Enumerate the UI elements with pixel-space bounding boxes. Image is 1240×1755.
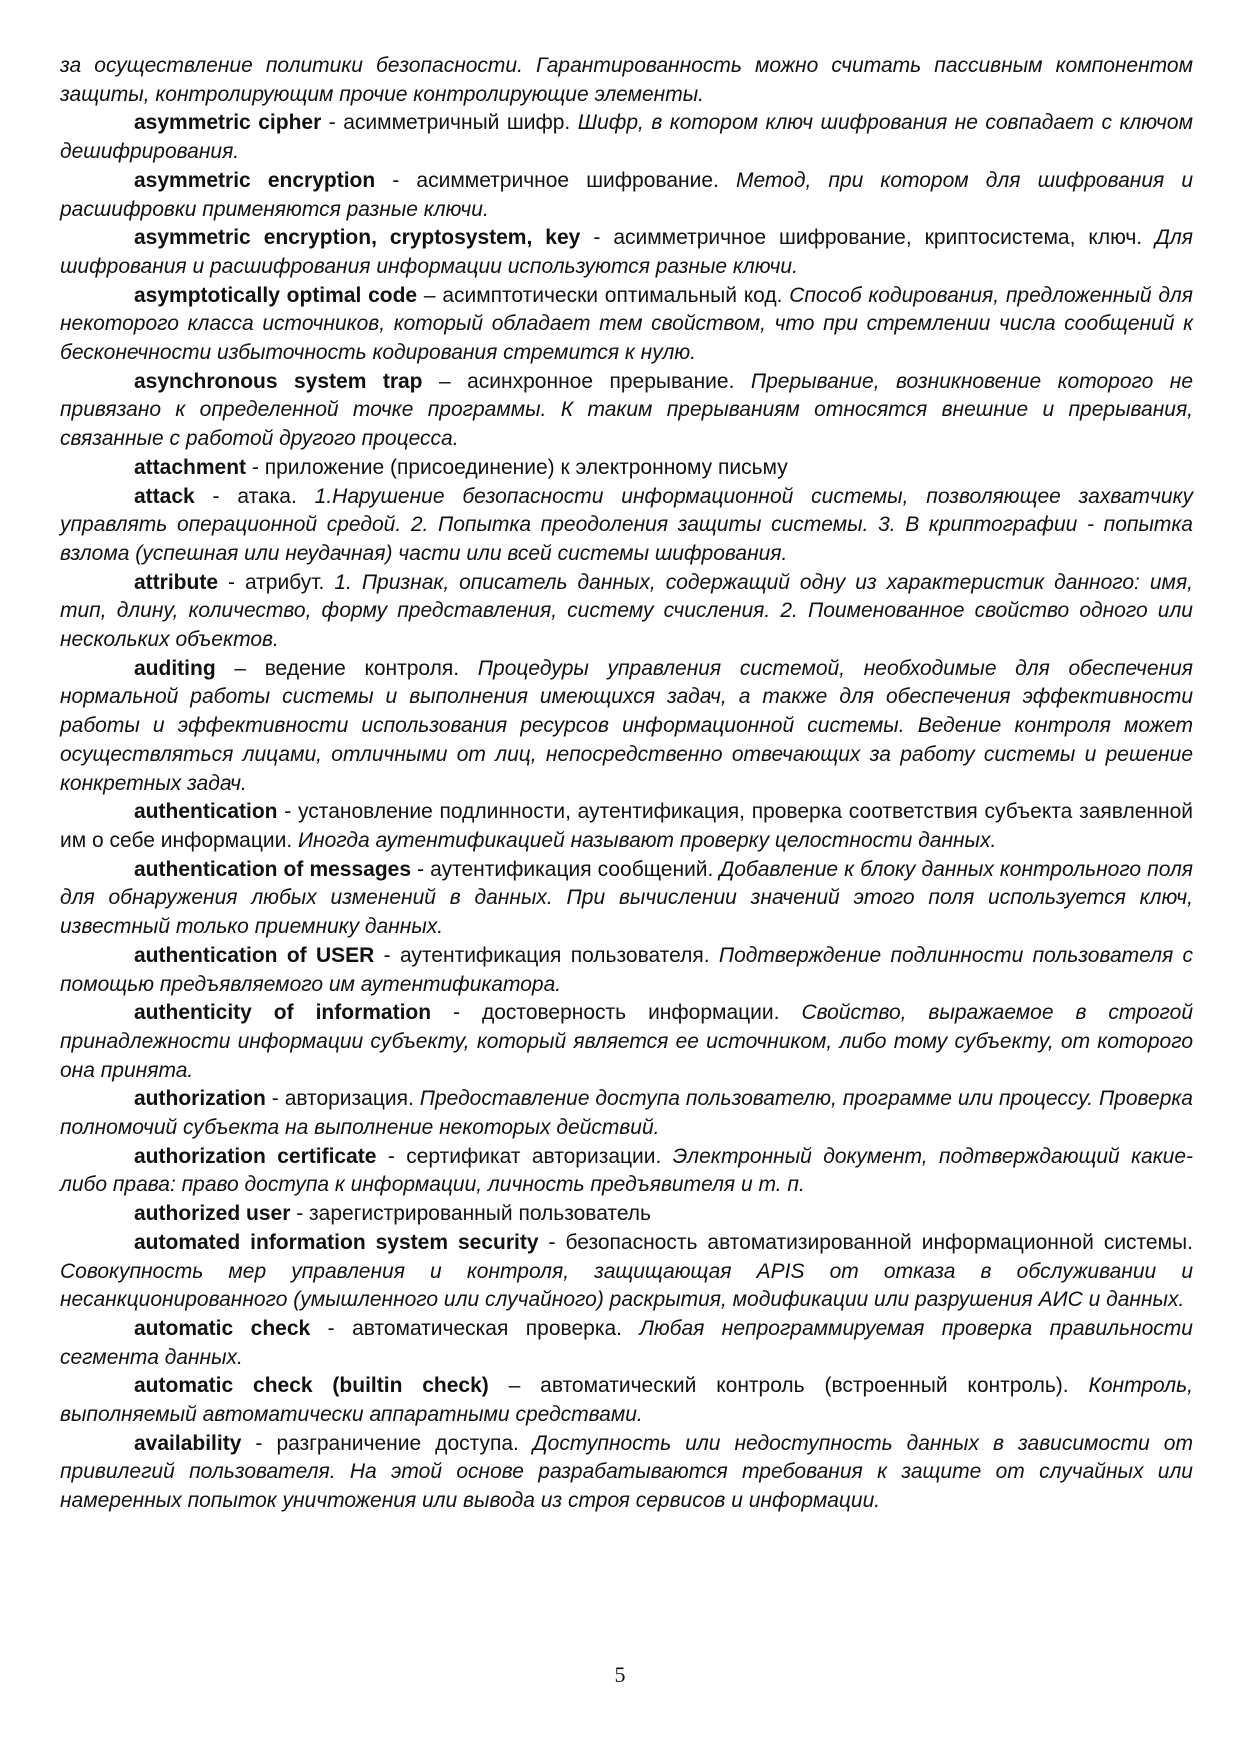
entry-definition: 1.Нарушение безопасности информационной системы, позволяющее захватчику управлять операционной средой. 2. Попытка преодоления защиты системы. 3. В криптографии - попытка взлома (успешная или неудачная) части или всей системы шифрования. [60, 484, 1193, 565]
glossary-entry [60, 1372, 1193, 1429]
entry-term: authorization certificate [134, 1144, 377, 1168]
entry-translation: атрибут. [244, 570, 335, 594]
entry-term: automatic check (builtin check) [134, 1374, 489, 1398]
glossary-entry [60, 999, 1193, 1085]
entry-separator: - [194, 484, 238, 508]
entry-translation: асимметричное шифрование, криптосистема, ключ. [613, 226, 1156, 250]
glossary-entries [60, 109, 1193, 1515]
entry-separator: - [265, 1087, 285, 1111]
entry-separator: - [321, 111, 344, 135]
entry-definition: Любая непрограммируемая проверка правильности сегмента данных. [60, 1316, 1193, 1369]
glossary-entry [60, 1200, 1193, 1229]
entry-translation: приложение (присоединение) к электронному письму [264, 455, 788, 479]
glossary-entry [60, 1430, 1193, 1516]
entry-term: asymmetric encryption, cryptosystem, key [134, 226, 581, 250]
entry-definition: Шифр, в котором ключ шифрования не совпадает с ключом дешифрирования. [60, 111, 1194, 164]
entry-term: asymmetric cipher [134, 111, 322, 135]
glossary-entry [60, 942, 1193, 999]
entry-separator: - [411, 857, 431, 881]
entry-separator: - [290, 1202, 310, 1226]
entry-translation: асимптотически оптимальный код. [442, 283, 790, 307]
entry-translation: ведение контроля. [264, 656, 478, 680]
entry-term: availability [134, 1431, 242, 1455]
glossary-entry [60, 1229, 1193, 1315]
entry-definition: Иногда аутентификацией называют проверку целостности данных. [298, 828, 997, 852]
entry-separator: - [218, 570, 245, 594]
glossary-entry [60, 1143, 1193, 1200]
entry-translation: асинхронное прерывание. [467, 369, 751, 393]
glossary-entry [60, 1315, 1193, 1372]
entry-translation: автоматическая проверка. [352, 1316, 640, 1340]
entry-translation: атака. [237, 484, 315, 508]
entry-term: asymmetric encryption [134, 168, 376, 192]
entry-translation: сертификат авторизации. [406, 1144, 673, 1168]
glossary-entry [60, 1085, 1193, 1142]
entry-separator: - [376, 1144, 407, 1168]
entry-term: authenticity of information [134, 1001, 432, 1025]
page-number: 5 [614, 1662, 626, 1687]
entry-translation: асимметричный шифр. [343, 111, 578, 135]
glossary-entry [60, 109, 1193, 166]
entry-definition: Электронный документ, подтверждающий какие-либо права: право доступа к информации, личность предъявителя и т. п. [60, 1144, 1193, 1197]
entry-separator: – [488, 1374, 541, 1398]
glossary-entry [60, 224, 1193, 281]
entry-term: attribute [134, 570, 218, 594]
entry-translation: аутентификация сообщений. [430, 857, 720, 881]
entry-term: attachment [134, 455, 247, 479]
glossary-page [60, 52, 1193, 1516]
entry-term: authorization [134, 1087, 266, 1111]
entry-definition: Свойство, выражаемое в строгой принадлежности информации субъекту, который является ее источником, либо тому субъекту, от которого она принята. [60, 1001, 1193, 1082]
glossary-entry [60, 569, 1193, 655]
glossary-entry [60, 655, 1193, 799]
entry-definition: Контроль, выполняемый автоматически аппаратными средствами. [60, 1374, 1193, 1427]
entry-definition: Подтверждение подлинности пользователя с помощью предъявляемого им аутентификатора. [60, 943, 1194, 996]
entry-translation: установление подлинности, аутентификация, проверка соответствия субъекта заявленной им о себе информации. [60, 800, 1193, 852]
entry-definition: Предоставление доступа пользователю, программе или процессу. Проверка полномочий субъекта на выполнение некоторых действий. [60, 1087, 1193, 1140]
entry-translation: разграничение доступа. [276, 1431, 533, 1455]
entry-separator: - [375, 168, 417, 192]
entry-term: automated information system security [134, 1230, 539, 1254]
entry-separator: - [374, 943, 400, 967]
entry-translation: асимметричное шифрование. [416, 168, 736, 192]
glossary-entry [60, 798, 1193, 855]
entry-separator: - [580, 226, 614, 250]
entry-separator: - [246, 455, 265, 479]
glossary-entry [60, 282, 1193, 368]
entry-translation: безопасность автоматизированной информационной системы. [565, 1230, 1193, 1254]
entry-definition: Способ кодирования, предложенный для некоторого класса источников, который обладает тем свойством, что при стремлении числа сообщений к бесконечности избыточность кодирования стремится к нулю. [60, 283, 1193, 365]
entry-definition: 1. Признак, описатель данных, содержащий одну из характеристик данного: имя, тип, длину, количество, форму представления, систему счисления. 2. Поименованное свойство одного или нескольких объектов. [60, 570, 1193, 652]
entry-definition: Совокупность мер управления и контроля, защищающая APIS от отказа в обслуживании и несанкционированного (умышленного или случайного) раскрытия, модификации или разрушения АИС и данных. [60, 1259, 1193, 1312]
entry-term: asymptotically optimal code [134, 283, 418, 307]
entry-separator: - [431, 1001, 482, 1025]
entry-translation: аутентификация пользователя. [399, 943, 719, 967]
glossary-entry [60, 483, 1193, 569]
entry-separator: - [310, 1316, 353, 1340]
entry-term: authentication [134, 800, 278, 824]
entry-term: automatic check [134, 1316, 311, 1340]
entry-definition: Для шифрования и расшифрования информации используются разные ключи. [60, 226, 1193, 278]
entry-term: authentication of messages [134, 857, 412, 881]
entry-term: asynchronous system trap [134, 369, 423, 393]
entry-separator: - [241, 1431, 277, 1455]
entry-definition: Добавление к блоку данных контрольного поля для обнаружения любых изменений в данных. При вычислении значений этого поля используется ключ, известный только приемнику данных. [60, 857, 1194, 939]
entry-separator: – [215, 656, 265, 680]
entry-separator: - [277, 800, 299, 824]
continuation-paragraph [60, 52, 1193, 109]
entry-definition: Метод, при котором для шифрования и расшифровки применяются разные ключи. [60, 168, 1193, 221]
entry-term: auditing [134, 656, 216, 680]
entry-term: attack [134, 484, 195, 508]
entry-translation: зарегистрированный пользователь [309, 1202, 651, 1226]
entry-separator: - [538, 1230, 566, 1254]
entry-translation: автоматический контроль (встроенный контроль). [540, 1374, 1089, 1398]
entry-definition: Прерывание, возникновение которого не привязано к определенной точке программы. К таким прерываниям относятся внешние и прерывания, связанные с работой другого процесса. [60, 369, 1194, 451]
entry-definition: Процедуры управления системой, необходимые для обеспечения нормальной работы системы и выполнения имеющихся задач, а также для обеспечения эффективности работы и эффективности использования ресурсов информационной системы. Ведение контроля может осуществляться лицами, отличными от лиц, непосредственно отвечающих за работу системы и решение конкретных задач. [60, 656, 1193, 795]
entry-definition: Доступность или недоступность данных в зависимости от привилегий пользователя. На этой основе разрабатываются требования к защите от случайных или намеренных попыток уничтожения или вывода из строя сервисов и информации. [60, 1431, 1193, 1513]
glossary-entry [60, 856, 1193, 942]
entry-term: authentication of USER [134, 943, 375, 967]
entry-translation: достоверность информации. [482, 1001, 802, 1025]
entry-translation: авторизация. [284, 1087, 420, 1111]
entry-definition: за осуществление политики безопасности. Гарантированность можно считать пассивным компонентом защиты, контролирующим прочие контролирующие элементы. [60, 54, 1193, 106]
glossary-entry [60, 454, 1193, 483]
entry-term: authorized user [134, 1202, 291, 1226]
entry-separator: – [417, 283, 443, 307]
glossary-entry [60, 368, 1193, 454]
entry-separator: – [422, 369, 468, 393]
glossary-entry [60, 167, 1193, 224]
